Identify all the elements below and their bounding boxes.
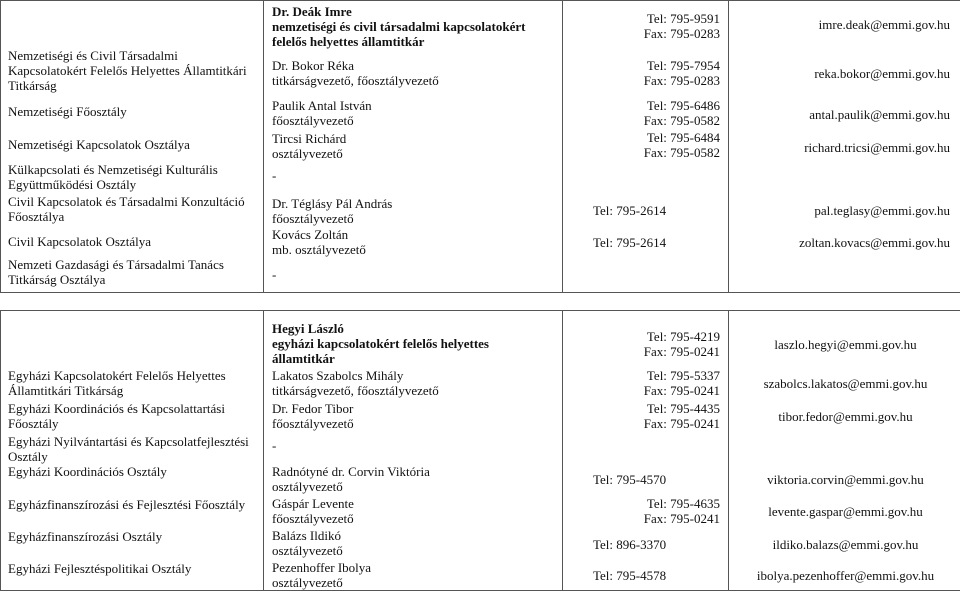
- org-entry: Nemzetiségi Kapcsolatok Osztálya: [8, 137, 190, 152]
- org-entry: Egyházfinanszírozási és Fejlesztési Főosztály: [8, 497, 246, 512]
- email-column: [729, 311, 960, 591]
- email-link[interactable]: levente.gaspar@emmi.gov.hu: [768, 504, 923, 519]
- person-entry: Paulik Antal István főosztályvezető: [272, 98, 372, 128]
- phone-entry: Tel: 795-4578: [593, 568, 667, 583]
- phone-column: [563, 311, 729, 591]
- phone-entry: Tel: 795-4435 Fax: 795-0241: [643, 401, 720, 431]
- person-entry: Lakatos Szabolcs Mihály titkárságvezető, főosztályvezető: [272, 368, 439, 398]
- org-entry: Egyházi Nyilvántartási és Kapcsolatfejlesztési Osztály: [8, 434, 249, 464]
- phone-entry: Tel: 795-9591 Fax: 795-0283: [643, 11, 720, 41]
- phone-column: [563, 1, 729, 293]
- person-entry: Kovács Zoltán mb. osztályvezető: [272, 227, 366, 257]
- phone-entry: Tel: 795-6484 Fax: 795-0582: [643, 130, 720, 160]
- person-entry: Dr. Téglásy Pál András főosztályvezető: [272, 196, 393, 226]
- phone-entry: Tel: 795-2614: [593, 235, 667, 250]
- phone-entry: Tel: 795-7954 Fax: 795-0283: [643, 58, 720, 88]
- person-entry: Tircsi Richárd osztályvezető: [272, 131, 347, 161]
- phone-entry: Tel: 896-3370: [593, 537, 667, 552]
- directory-table-church: [0, 310, 960, 591]
- phone-entry: Tel: 795-4635 Fax: 795-0241: [643, 496, 720, 526]
- email-link[interactable]: viktoria.corvin@emmi.gov.hu: [767, 472, 924, 487]
- org-entry: Nemzetiségi és Civil Társadalmi Kapcsolatokért Felelős Helyettes Államtitkári Titkárság: [8, 48, 247, 93]
- person-column: [264, 1, 563, 293]
- email-link[interactable]: zoltan.kovacs@emmi.gov.hu: [799, 235, 950, 250]
- org-entry: Egyházi Kapcsolatokért Felelős Helyettes Államtitkári Titkárság: [8, 368, 226, 398]
- email-link[interactable]: ildiko.balazs@emmi.gov.hu: [772, 537, 919, 552]
- email-link[interactable]: reka.bokor@emmi.gov.hu: [814, 66, 950, 81]
- org-column: [1, 311, 264, 591]
- directory-table-civil: [0, 0, 960, 293]
- phone-entry: Tel: 795-4570: [593, 472, 667, 487]
- person-column: [264, 311, 563, 591]
- org-entry: Egyházfinanszírozási Osztály: [8, 529, 163, 544]
- email-link[interactable]: pal.teglasy@emmi.gov.hu: [814, 203, 950, 218]
- org-entry: Civil Kapcsolatok Osztálya: [8, 234, 151, 249]
- org-entry: Nemzetiségi Főosztály: [8, 104, 127, 119]
- person-entry: Dr. Fedor Tibor főosztályvezető: [272, 401, 354, 431]
- phone-entry: Tel: 795-5337 Fax: 795-0241: [643, 368, 720, 398]
- email-column: [729, 1, 960, 293]
- org-column: [1, 1, 264, 293]
- org-entry: Egyházi Koordinációs és Kapcsolattartási Főosztály: [8, 401, 225, 431]
- person-entry: Hegyi László egyházi kapcsolatokért felelős helyettes államtitkár: [272, 321, 489, 366]
- email-link[interactable]: ibolya.pezenhoffer@emmi.gov.hu: [756, 568, 935, 583]
- org-entry: Nemzeti Gazdasági és Társadalmi Tanács Titkárság Osztálya: [8, 257, 224, 287]
- email-link[interactable]: tibor.fedor@emmi.gov.hu: [778, 409, 913, 424]
- person-entry: Dr. Bokor Réka titkárságvezető, főosztályvezető: [272, 58, 439, 88]
- org-entry: Civil Kapcsolatok és Társadalmi Konzultáció Főosztálya: [8, 194, 245, 224]
- email-link[interactable]: imre.deak@emmi.gov.hu: [818, 17, 950, 32]
- org-entry: Külkapcsolati és Nemzetiségi Kulturális Együttműködési Osztály: [8, 162, 218, 192]
- person-entry: -: [272, 168, 277, 183]
- email-link[interactable]: antal.paulik@emmi.gov.hu: [809, 107, 950, 122]
- email-link[interactable]: laszlo.hegyi@emmi.gov.hu: [774, 337, 917, 352]
- person-entry: Pezenhoffer Ibolya osztályvezető: [272, 560, 372, 590]
- phone-entry: Tel: 795-4219 Fax: 795-0241: [643, 329, 720, 359]
- person-entry: Radnótyné dr. Corvin Viktória osztályvezető: [272, 464, 430, 494]
- person-entry: -: [272, 267, 277, 282]
- org-entry: Egyházi Fejlesztéspolitikai Osztály: [8, 561, 192, 576]
- phone-entry: Tel: 795-2614: [593, 203, 667, 218]
- person-entry: Dr. Deák Imre nemzetiségi és civil társadalmi kapcsolatokért felelős helyettes államtitkár: [272, 4, 526, 49]
- person-entry: -: [272, 438, 277, 453]
- person-entry: Gáspár Levente főosztályvezető: [272, 496, 354, 526]
- org-entry: Egyházi Koordinációs Osztály: [8, 464, 167, 479]
- email-link[interactable]: szabolcs.lakatos@emmi.gov.hu: [763, 376, 928, 391]
- email-link[interactable]: richard.tricsi@emmi.gov.hu: [804, 140, 950, 155]
- person-entry: Balázs Ildikó osztályvezető: [272, 528, 343, 558]
- phone-entry: Tel: 795-6486 Fax: 795-0582: [643, 98, 720, 128]
